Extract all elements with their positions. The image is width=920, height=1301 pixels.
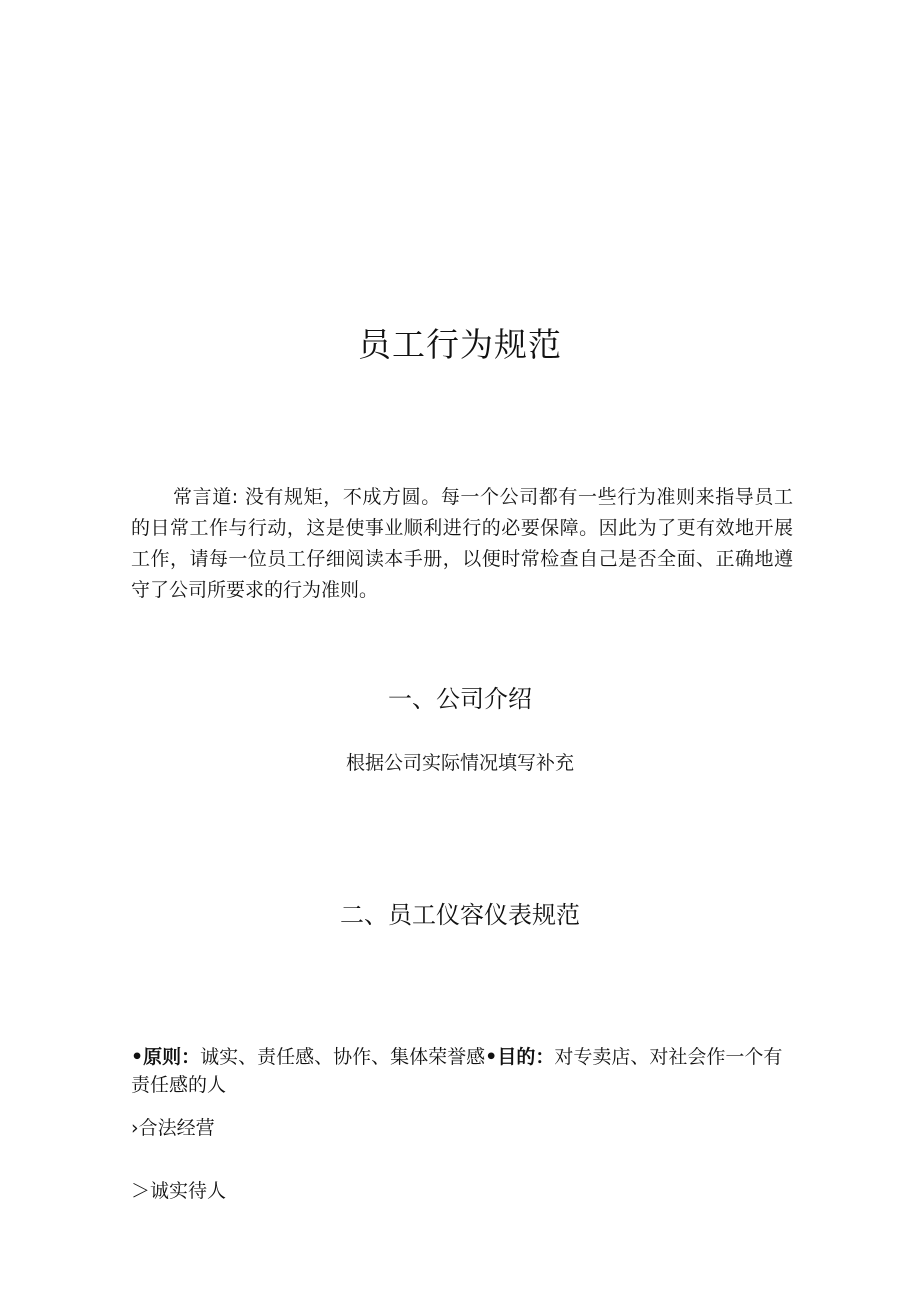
company-intro-note: 根据公司实际情况填写补充 (345, 752, 574, 774)
purpose-text: 对专卖店、对社会作一个有责任感的人 (131, 1046, 783, 1096)
purpose-label: •目的： (485, 1046, 555, 1068)
intro-paragraph: 常言道: 没有规矩，不成方圆。每一个公司都有一些行为准则来指导员工的日常工作与行动，这是使事业顺利进行的必要保障。因此为了更有效地开展工作，请每一位员工仔细阅读本手册，以便时常检查自己是否全面、正确地遵守了公司所要求的行为准则。 (131, 486, 793, 601)
list-item: ›合法经营 (131, 1117, 215, 1139)
principle-label: •原则： (131, 1046, 201, 1068)
section-heading-company-intro: 一、公司介绍 (388, 685, 532, 713)
section-heading-appearance: 二、员工仪容仪表规范 (340, 901, 580, 929)
principle-purpose-paragraph (131, 1043, 793, 1099)
list-item: ＞诚实待人 (131, 1180, 227, 1202)
document-title: 员工行为规范 (358, 325, 562, 364)
principle-text: 诚实、责任感、协作、集体荣誉感 (200, 1046, 486, 1068)
